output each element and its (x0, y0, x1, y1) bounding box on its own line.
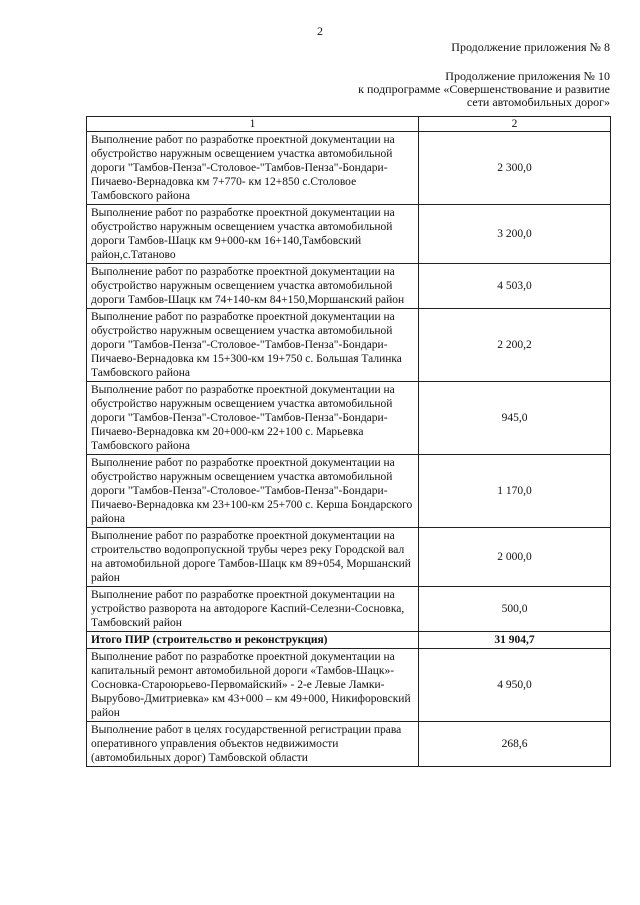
table-row (87, 649, 611, 722)
total-row (87, 632, 611, 649)
table-row (87, 205, 611, 264)
work-amount: 2 200,2 (419, 309, 611, 382)
work-amount: 500,0 (419, 587, 611, 632)
work-description: Выполнение работ в целях государственной регистрации права оперативного управления объектов недвижимости (автомобильных дорог) Тамбовской области (87, 722, 419, 767)
table-header-row (87, 117, 611, 132)
table-row (87, 722, 611, 767)
subtitle-line: сети автомобильных дорог» (466, 95, 610, 109)
work-amount: 268,6 (419, 722, 611, 767)
table-row (87, 309, 611, 382)
table-row (87, 587, 611, 632)
work-description: Выполнение работ по разработке проектной документации на обустройство наружным освещением участка автомобильной дороги "Тамбов-Пенза"-Столовое-"Тамбов-Пенза"-Бондари-Пичаево-Вернадовка км 7+770- км 12+850 с.Столовое Тамбовского района (87, 132, 419, 205)
table-row (87, 264, 611, 309)
column-header: 2 (419, 117, 611, 132)
work-amount: 4 503,0 (419, 264, 611, 309)
table-row (87, 528, 611, 587)
work-description: Выполнение работ по разработке проектной документации на строительство водопропускной трубы через реку Городской вал на автомобильной дороге Тамбов-Шацк км 89+054, Моршанский район (87, 528, 419, 587)
subtitle-line: к подпрограмме «Совершенствование и развитие (358, 82, 610, 96)
table-row (87, 382, 611, 455)
work-description: Выполнение работ по разработке проектной документации на обустройство наружным освещением участка автомобильной дороги "Тамбов-Пенза"-Столовое-"Тамбов-Пенза"-Бондари-Пичаево-Вернадовка км 20+000-км 22+100 с. Марьевка Тамбовского района (87, 382, 419, 455)
total-amount: 31 904,7 (419, 632, 611, 649)
work-description: Выполнение работ по разработке проектной документации на обустройство наружным освещением участка автомобильной дороги "Тамбов-Пенза"-Столовое-"Тамбов-Пенза"-Бондари-Пичаево-Вернадовка км 15+300-км 19+750 с. Большая Талинка Тамбовского района (87, 309, 419, 382)
work-description: Выполнение работ по разработке проектной документации на устройство разворота на автодороге Каспий-Селезни-Сосновка, Тамбовский район (87, 587, 419, 632)
table-row (87, 132, 611, 205)
work-amount: 4 950,0 (419, 649, 611, 722)
page-number: 2 (317, 24, 323, 38)
subprogram-subtitle (310, 70, 610, 109)
work-description: Выполнение работ по разработке проектной документации на обустройство наружным освещением участка автомобильной дороги Тамбов-Шацк км 9+000-км 16+140,Тамбовский район,с.Татаново (87, 205, 419, 264)
subtitle-line: Продолжение приложения № 10 (445, 69, 610, 83)
table-row (87, 455, 611, 528)
table-body (87, 132, 611, 767)
column-header: 1 (87, 117, 419, 132)
total-label: Итого ПИР (строительство и реконструкция) (87, 632, 419, 649)
work-amount: 2 000,0 (419, 528, 611, 587)
work-amount: 3 200,0 (419, 205, 611, 264)
appendix-continuation: Продолжение приложения № 8 (451, 40, 610, 54)
work-amount: 1 170,0 (419, 455, 611, 528)
work-amount: 945,0 (419, 382, 611, 455)
work-description: Выполнение работ по разработке проектной документации на обустройство наружным освещением участка автомобильной дороги Тамбов-Шацк км 74+140-км 84+150,Моршанский район (87, 264, 419, 309)
work-description: Выполнение работ по разработке проектной документации на капитальный ремонт автомобильной дороги «Тамбов-Шацк»- Сосновка-Староюрьево-Первомайский» - 2-е Левые Ламки- Вырубово-Дмитриевка» км 43+000 – км 49+000, Никифоровский район (87, 649, 419, 722)
work-description: Выполнение работ по разработке проектной документации на обустройство наружным освещением участка автомобильной дороги "Тамбов-Пенза"-Столовое-"Тамбов-Пенза"-Бондари-Пичаево-Вернадовка км 23+100-км 25+700 с. Керша Бондарского района (87, 455, 419, 528)
works-table (86, 116, 611, 767)
work-amount: 2 300,0 (419, 132, 611, 205)
